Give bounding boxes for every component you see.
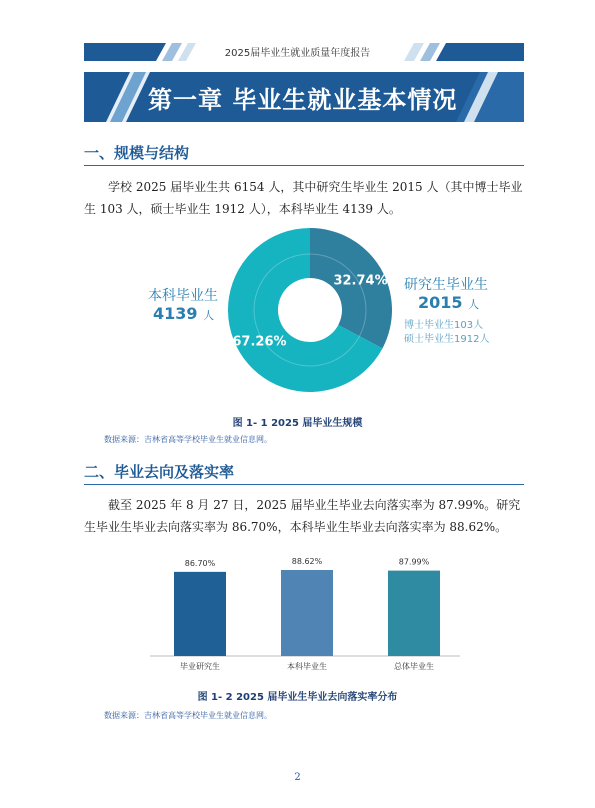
bar-value-label: 88.62%: [291, 557, 323, 566]
section-rule: [84, 484, 524, 485]
page-number: 2: [294, 772, 301, 783]
donut-right-number: 2015: [418, 293, 463, 312]
donut-chart: [225, 225, 395, 395]
bar-value-label: 86.70%: [184, 558, 216, 568]
donut-right-sub-master: 硕士毕业生1912人: [404, 334, 490, 345]
bar-category-label: 本科毕业生: [287, 662, 327, 671]
donut-right-sub-doctor: 博士毕业生103人: [404, 320, 484, 331]
donut-right-label: 研究生毕业生: [404, 277, 488, 293]
section-rule: [84, 165, 524, 166]
bar-value-label: 87.99%: [398, 557, 430, 567]
bar: [281, 570, 333, 656]
figure2-caption: 图 1- 2 2025 届毕业生毕业去向落实率分布: [197, 692, 398, 703]
figure1-caption: 图 1- 1 2025 届毕业生规模: [232, 418, 363, 429]
figure2-source: 数据来源：吉林省高等学校毕业生就业信息网。: [104, 711, 272, 720]
figure1-source: 数据来源：吉林省高等学校毕业生就业信息网。: [104, 435, 272, 444]
donut-slice-label: 67.26%: [232, 334, 287, 350]
donut-right-unit: 人: [468, 298, 480, 311]
bar-category-label: 毕业研究生: [180, 662, 220, 671]
bar-chart: [150, 548, 460, 676]
donut-slice-label: 32.74%: [333, 273, 388, 289]
section2-paragraph: 截至 2025 年 8 月 27 日，2025 届毕业生毕业去向落实率为 87.99%。研究生毕业生毕业去向落实率为 86.70%，本科毕业生毕业去向落实率为 88.62%。: [84, 498, 521, 534]
section-heading-scale: 一、规模与结构: [84, 144, 190, 162]
donut-left-number: 4139: [153, 304, 198, 323]
bar: [174, 572, 226, 656]
section1-paragraph: 学校 2025 届毕业生共 6154 人，其中研究生毕业生 2015 人（其中博士毕业生 103 人，硕士毕业生 1912 人），本科毕业生 4139 人。: [84, 180, 523, 216]
donut-left-unit: 人: [203, 309, 215, 322]
donut-left-label: 本科毕业生: [148, 288, 218, 304]
chapter-title: 第一章 毕业生就业基本情况: [148, 86, 458, 114]
header-title: 2025届毕业生就业质量年度报告: [224, 48, 371, 59]
section-heading-destination: 二、毕业去向及落实率: [84, 463, 235, 481]
bar: [388, 571, 440, 656]
bar-category-label: 总体毕业生: [394, 662, 434, 671]
